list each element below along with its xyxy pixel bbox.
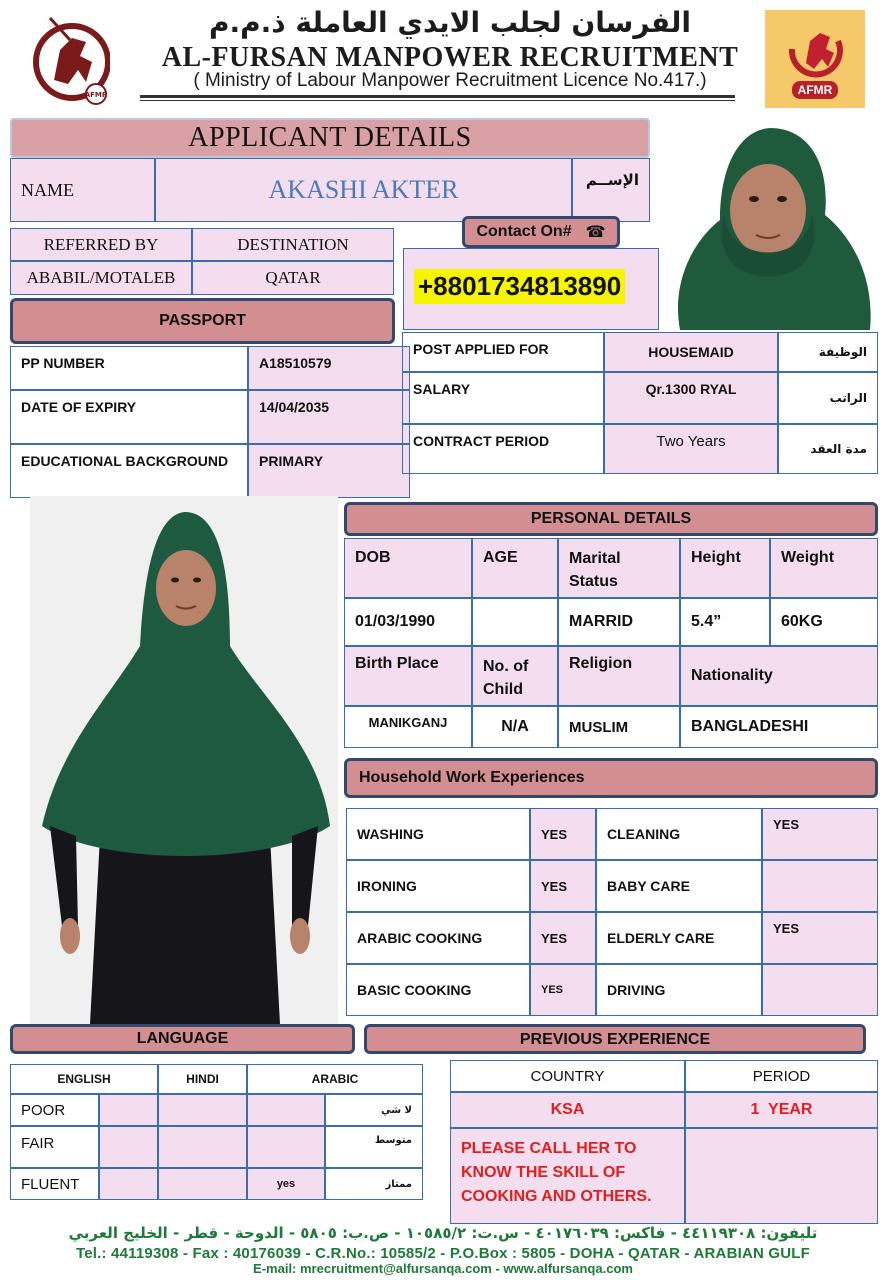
- lang-col-hindi: HINDI: [158, 1064, 247, 1094]
- lang-fluent-english: [99, 1168, 158, 1200]
- skill-ironing-label: IRONING: [346, 860, 530, 912]
- contact-label-box: [462, 216, 620, 248]
- prev-country-value: KSA: [450, 1092, 685, 1128]
- dob-label: DOB: [344, 538, 472, 598]
- footer-arabic: تليفون: ٤٤١١٩٣٠٨ - فاكس: ٤٠١٧٦٠٣٩ - س.ت: ١٠٥٨٥/٢ - ص.ب: ٥٨٠٥ - الدوحة - قطر - الخليج العربي: [68, 1224, 818, 1242]
- contact-number[interactable]: +8801734813890: [414, 269, 625, 304]
- expiry-value: 14/04/2035: [248, 390, 410, 444]
- salary-value: Qr.1300 RYAL: [604, 372, 778, 424]
- prev-period-label: PERIOD: [685, 1060, 878, 1092]
- skill-cleaning-label: CLEANING: [596, 808, 762, 860]
- skill-basic-cooking-value: YES: [530, 964, 596, 1016]
- prev-country-label: COUNTRY: [450, 1060, 685, 1092]
- referred-by-value: ABABIL/MOTALEB: [10, 261, 192, 295]
- name-label-arabic: الإســم: [572, 158, 650, 222]
- birthplace-value: MANIKGANJ: [344, 706, 472, 748]
- contract-period-label: CONTRACT PERIOD: [402, 424, 604, 474]
- lang-fair-arabic: [247, 1126, 325, 1168]
- lang-col-arabic: ARABIC: [247, 1064, 423, 1094]
- nationality-value: BANGLADESHI: [680, 706, 878, 748]
- age-label: AGE: [472, 538, 558, 598]
- skill-elderly-care-label: ELDERLY CARE: [596, 912, 762, 964]
- education-value: PRIMARY: [248, 444, 410, 498]
- previous-experience-title: PREVIOUS EXPERIENCE: [364, 1024, 866, 1054]
- lang-col-english: ENGLISH: [10, 1064, 158, 1094]
- header-rule-thin: [140, 100, 735, 101]
- children-label: No. of Child: [472, 646, 558, 706]
- name-value: AKASHI AKTER: [155, 158, 572, 222]
- children-value: N/A: [472, 706, 558, 748]
- salary-label-arabic: الراتب: [778, 372, 878, 424]
- marital-label: Marital Status: [558, 538, 680, 598]
- skill-arabic-cooking-label: ARABIC COOKING: [346, 912, 530, 964]
- company-name: AL-FURSAN MANPOWER RECRUITMENT: [161, 42, 739, 73]
- skill-ironing-value: YES: [530, 860, 596, 912]
- skill-elderly-care-value: YES: [762, 912, 878, 964]
- phone-icon: ☎: [585, 224, 606, 241]
- lang-fair-english: [99, 1126, 158, 1168]
- birthplace-label: Birth Place: [344, 646, 472, 706]
- religion-value: MUSLIM: [558, 706, 680, 748]
- marital-value: MARRID: [558, 598, 680, 646]
- licence-text: ( Ministry of Labour Manpower Recruitment Licence No.417.): [193, 70, 707, 91]
- religion-label: Religion: [558, 646, 680, 706]
- weight-label: Weight: [770, 538, 878, 598]
- nationality-label: Nationality: [680, 646, 878, 706]
- referred-by-label: REFERRED BY: [10, 228, 192, 261]
- lang-level-fair-arabic: متوسط: [325, 1126, 423, 1168]
- contract-period-label-arabic: مدة العقد: [778, 424, 878, 474]
- lang-poor-hindi: [158, 1094, 247, 1126]
- lang-level-fair: FAIR: [10, 1126, 99, 1168]
- destination-value: QATAR: [192, 261, 394, 295]
- company-logo-right: [765, 10, 865, 108]
- pp-number-value: A18510579: [248, 346, 410, 390]
- company-logo-left: [30, 10, 110, 105]
- expiry-label: DATE OF EXPIRY: [10, 390, 248, 444]
- company-name-arabic: الفرسان لجلب الايدي العاملة ذ.م.م: [208, 6, 692, 39]
- passport-title: PASSPORT: [10, 298, 395, 344]
- lang-fluent-arabic: yes: [247, 1168, 325, 1200]
- prev-note: PLEASE CALL HER TO KNOW THE SKILL OF COOKING AND OTHERS.: [450, 1128, 685, 1224]
- height-value: 5.4”: [680, 598, 770, 646]
- header-rule: [140, 95, 735, 98]
- age-value: [472, 598, 558, 646]
- footer-email[interactable]: E-mail: mrecruitment@alfursanqa.com - www.alfursanqa.com: [253, 1261, 633, 1276]
- pp-number-label: PP NUMBER: [10, 346, 248, 390]
- dob-value: 01/03/1990: [344, 598, 472, 646]
- lang-poor-arabic: [247, 1094, 325, 1126]
- skill-driving-value: [762, 964, 878, 1016]
- lang-level-poor-arabic: لا شي: [325, 1094, 423, 1126]
- destination-label: DESTINATION: [192, 228, 394, 261]
- applicant-headshot: [660, 125, 878, 330]
- salary-label: SALARY: [402, 372, 604, 424]
- post-applied-label: POST APPLIED FOR: [402, 332, 604, 372]
- skill-washing-value: YES: [530, 808, 596, 860]
- contract-period-value: Two Years: [604, 424, 778, 474]
- prev-note-blank: [685, 1128, 878, 1224]
- skill-driving-label: DRIVING: [596, 964, 762, 1016]
- skill-cleaning-value: YES: [762, 808, 878, 860]
- footer-contact: Tel.: 44119308 - Fax : 40176039 - C.R.No.: 10585/2 - P.O.Box : 5805 - DOHA - QATAR - ARABIAN GULF: [75, 1245, 811, 1262]
- name-label: NAME: [10, 158, 155, 222]
- logo-left-text: AFMR: [84, 91, 108, 99]
- post-applied-value: HOUSEMAID: [604, 332, 778, 372]
- skill-arabic-cooking-value: YES: [530, 912, 596, 964]
- skill-basic-cooking-label: BASIC COOKING: [346, 964, 530, 1016]
- contact-label: Contact On#: [476, 223, 572, 240]
- applicant-full-photo: [30, 496, 338, 1024]
- contact-box: [403, 248, 659, 330]
- post-applied-label-arabic: الوظيفة: [778, 332, 878, 372]
- skill-babycare-value: [762, 860, 878, 912]
- personal-details-title: PERSONAL DETAILS: [344, 502, 878, 536]
- skill-washing-label: WASHING: [346, 808, 530, 860]
- household-title: Household Work Experiences: [344, 758, 878, 798]
- lang-level-fluent: FLUENT: [10, 1168, 99, 1200]
- lang-poor-english: [99, 1094, 158, 1126]
- lang-fair-hindi: [158, 1126, 247, 1168]
- height-label: Height: [680, 538, 770, 598]
- language-title: LANGUAGE: [10, 1024, 355, 1054]
- skill-babycare-label: BABY CARE: [596, 860, 762, 912]
- lang-fluent-hindi: [158, 1168, 247, 1200]
- lang-level-fluent-arabic: ممتاز: [325, 1168, 423, 1200]
- education-label: EDUCATIONAL BACKGROUND: [10, 444, 248, 498]
- weight-value: 60KG: [770, 598, 878, 646]
- applicant-details-title: APPLICANT DETAILS: [10, 118, 650, 158]
- prev-period-value: 1 YEAR: [685, 1092, 878, 1128]
- logo-right-text: AFMR: [792, 81, 839, 99]
- lang-level-poor: POOR: [10, 1094, 99, 1126]
